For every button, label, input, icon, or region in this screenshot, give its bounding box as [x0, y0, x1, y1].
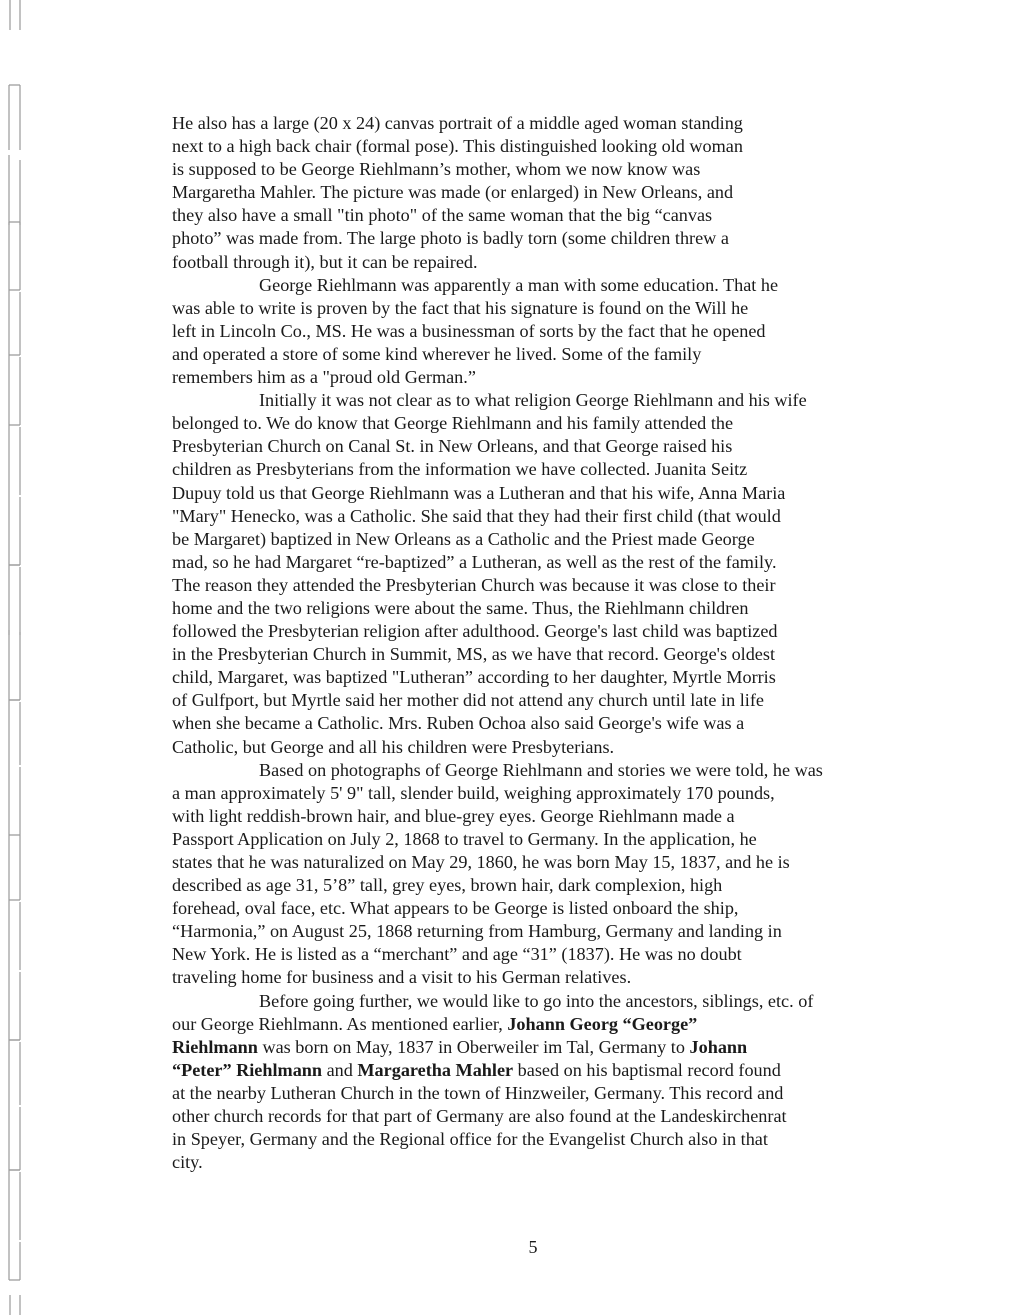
text-line: [172, 1036, 852, 1059]
document-body: [172, 112, 852, 1174]
text-line: forehead, oval face, etc. What appears to be George is listed onboard the ship,: [172, 898, 739, 919]
text-line: [172, 1013, 852, 1036]
text-line: followed the Presbyterian religion after adulthood. George's last child was baptized: [172, 621, 778, 642]
text-line: Catholic, but George and all his children were Presbyterians.: [172, 736, 615, 757]
text-line: described as age 31, 5’8” tall, grey eyes, brown hair, dark complexion, high: [172, 875, 723, 896]
bold-name: Margaretha Mahler: [357, 1059, 514, 1080]
text-line: Presbyterian Church on Canal St. in New Orleans, and that George raised his: [172, 436, 733, 457]
text-line: children as Presbyterians from the information we have collected. Juanita Seitz: [172, 459, 748, 480]
text-line: home and the two religions were about the same. Thus, the Riehlmann children: [172, 597, 749, 618]
bold-name: “Peter” Riehlmann: [172, 1059, 323, 1080]
text-line: with light reddish-brown hair, and blue-grey eyes. George Riehlmann made a: [172, 805, 735, 826]
text-line: in the Presbyterian Church in Summit, MS, as we have that record. George's oldest: [172, 644, 776, 665]
text-line: New York. He is listed as a “merchant” and age “31” (1837). He was no doubt: [172, 944, 742, 965]
page-number: 5: [528, 1237, 538, 1257]
text-line: other church records for that part of Germany are also found at the Landeskirchenrat: [172, 1106, 787, 1127]
text-line: child, Margaret, was baptized "Lutheran” according to her daughter, Myrtle Morris: [172, 667, 776, 688]
text-line: Passport Application on July 2, 1868 to travel to Germany. In the application, he: [172, 828, 757, 849]
text-line: be Margaret) baptized in New Orleans as a Catholic and the Priest made George: [172, 528, 755, 549]
text-line: traveling home for business and a visit to his German relatives.: [172, 967, 632, 988]
text-line: He also has a large (20 x 24) canvas portrait of a middle aged woman standing: [172, 113, 743, 133]
bold-name: Riehlmann: [172, 1036, 258, 1057]
text-line: The reason they attended the Presbyterian Church was because it was close to their: [172, 574, 776, 595]
text-line: in Speyer, Germany and the Regional office for the Evangelist Church also in that: [172, 1129, 768, 1150]
text-line: is supposed to be George Riehlmann’s mother, whom we now know was: [172, 159, 701, 180]
text-line: a man approximately 5' 9" tall, slender build, weighing approximately 170 pounds,: [172, 782, 775, 803]
text-run: our George Riehlmann. As mentioned earlier,: [172, 1013, 508, 1034]
text-line: Dupuy told us that George Riehlmann was a Lutheran and that his wife, Anna Maria: [172, 482, 786, 503]
binder-edge-marks: [0, 0, 40, 1315]
text-run: based on his baptismal record found: [513, 1059, 781, 1080]
text-line: next to a high back chair (formal pose). This distinguished looking old woman: [172, 136, 743, 157]
text-run: was born on May, 1837 in Oberweiler im Tal, Germany to: [257, 1036, 690, 1057]
text-line: was able to write is proven by the fact that his signature is found on the Will he: [172, 297, 749, 318]
text-line: and operated a store of some kind wherever he lived. Some of the family: [172, 343, 702, 364]
text-line: states that he was naturalized on May 29, 1860, he was born May 15, 1837, and he is: [172, 852, 790, 872]
text-line: city.: [172, 1152, 203, 1173]
bold-name: Johann Georg “George”: [507, 1013, 698, 1034]
text-run: and: [322, 1059, 358, 1080]
text-line: they also have a small "tin photo" of the same woman that the big “canvas: [172, 205, 713, 226]
paragraph-start-line: George Riehlmann was apparently a man with some education. That he: [259, 274, 779, 295]
text-line: "Mary" Henecko, was a Catholic. She said that they had their first child (that would: [172, 505, 781, 526]
text-line: mad, so he had Margaret “re-baptized” a Lutheran, as well as the rest of the family.: [172, 551, 777, 572]
text-line: “Harmonia,” on August 25, 1868 returning from Hamburg, Germany and landing in: [172, 921, 782, 942]
text-line: belonged to. We do know that George Riehlmann and his family attended the: [172, 413, 734, 434]
paragraph-start-line: Initially it was not clear as to what religion George Riehlmann and his wife: [259, 390, 807, 411]
text-line: Margaretha Mahler. The picture was made (or enlarged) in New Orleans, and: [172, 182, 734, 203]
text-line: remembers him as a "proud old German.”: [172, 367, 476, 388]
text-line: photo” was made from. The large photo is badly torn (some children threw a: [172, 228, 729, 249]
text-line: of Gulfport, but Myrtle said her mother did not attend any church until late in life: [172, 690, 764, 711]
text-line: at the nearby Lutheran Church in the town of Hinzweiler, Germany. This record and: [172, 1082, 784, 1103]
bold-name: Johann: [689, 1036, 748, 1057]
paragraph-start-line: Before going further, we would like to go into the ancestors, siblings, etc. of: [259, 990, 814, 1011]
text-line: [172, 1059, 852, 1082]
text-line: left in Lincoln Co., MS. He was a businessman of sorts by the fact that he opened: [172, 320, 766, 341]
paragraph-start-line: Based on photographs of George Riehlmann and stories we were told, he was: [259, 759, 823, 780]
text-line: when she became a Catholic. Mrs. Ruben Ochoa also said George's wife was a: [172, 713, 745, 734]
text-line: football through it), but it can be repaired.: [172, 251, 478, 272]
